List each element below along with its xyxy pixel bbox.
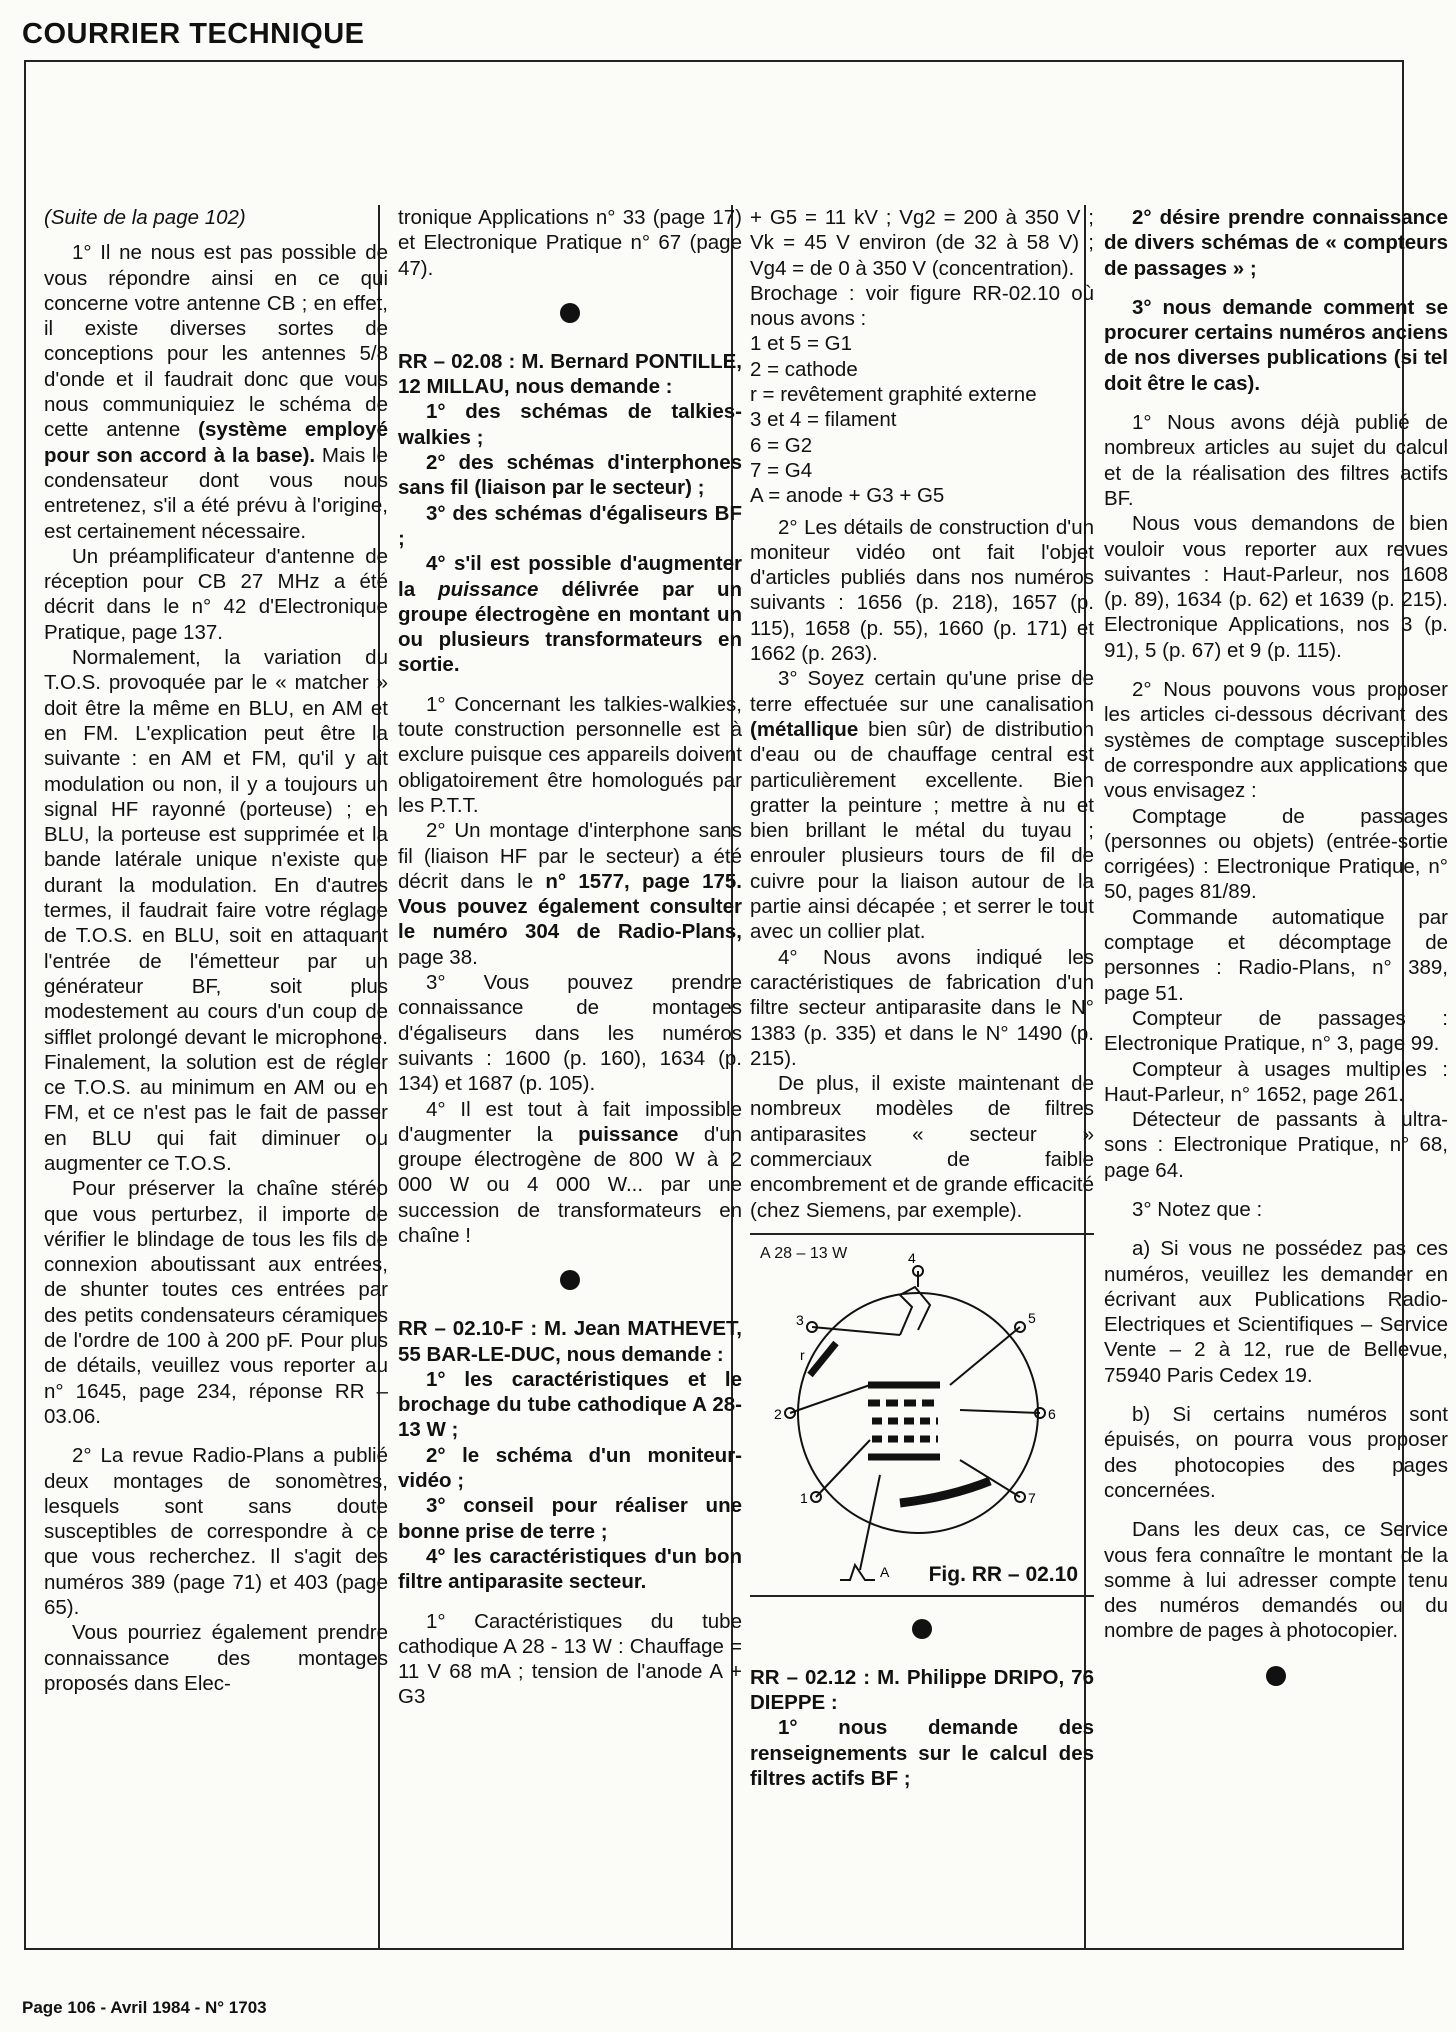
- tube-diagram: [750, 1235, 1094, 1595]
- text-bold: puissance: [578, 1122, 679, 1146]
- paragraph: 2° Les détails de construction d'un moniteur vidéo ont fait l'objet d'articles publiés dans nos numéros suivants : 1656 (p. 218), 1657 (p. 115), 1658 (p. 55), 1660 (p. 171) et 1662 (p. 263).: [750, 515, 1094, 666]
- g2-lead: [960, 1410, 1040, 1413]
- question-item: 2° désire prendre connaissance de divers schémas de « compteurs de passages » ;: [1104, 206, 1448, 280]
- paragraph: 3° Vous pouvez prendre connaissance de montages d'égaliseurs dans les numéros suivants : 1600 (p. 160), 1634 (p. 134) et 1687 (p. 105).: [398, 971, 742, 1096]
- paragraph: 1° Concernant les talkies-walkies, toute construction personnelle est à exclure puisque ces appareils doivent obligatoirement être homologués par les P.T.T.: [398, 692, 742, 817]
- list-item: Compteur à usages multiples : Haut-Parleur, n° 1652, page 261.: [1104, 1057, 1448, 1106]
- question-item: 2° des schémas d'interphones sans fil (liaison par le secteur) ;: [398, 451, 742, 500]
- cathode-lead: [790, 1385, 870, 1413]
- pin-label: 1: [800, 1489, 808, 1506]
- tube-pinout-figure: [750, 1233, 1094, 1597]
- text: 4° s'il est possible d'augmenter la: [398, 552, 742, 601]
- paragraph: 2° La revue Radio-Plans a publié deux montages de sonomètres, lesquels sont sans doute susceptibles de correspondre à ce que vous recherchez. Il s'agit des numéros 389 (page 71) et 403 (page 65).: [44, 1444, 388, 1620]
- pin-line: 3 et 4 = filament: [750, 408, 897, 432]
- paragraph: 1° Caractéristiques du tube cathodique A 28 - 13 W : Chauffage = 11 V 68 mA ; tension de l'anode A + G3: [398, 1609, 742, 1709]
- section-header: COURRIER TECHNIQUE: [22, 18, 365, 50]
- pin-line: 2 = cathode: [750, 357, 858, 381]
- pin-line: 7 = G4: [750, 458, 813, 482]
- pin-line: 6 = G2: [750, 433, 813, 457]
- pin-label: 5: [1028, 1309, 1036, 1326]
- figure-tag: A 28 – 13 W: [760, 1244, 848, 1262]
- pin-label: 6: [1048, 1405, 1056, 1422]
- text: 3° Soyez certain qu'une prise de terre effectuée sur une canalisation: [750, 667, 1094, 716]
- list-item: Détecteur de passants à ultra-sons : Electronique Pratique, n° 68, page 64.: [1104, 1108, 1448, 1182]
- pin-line: A = anode + G3 + G5: [750, 484, 945, 508]
- pin-label: A: [880, 1563, 890, 1580]
- list-item: Compteur de passages : Electronique Pratique, n° 3, page 99.: [1104, 1006, 1448, 1056]
- section-bullet: [560, 1270, 580, 1290]
- column-4: [1104, 205, 1448, 1712]
- question-title: RR – 02.08 : M. Bernard PONTILLE, 12 MILLAU, nous demande :: [398, 349, 742, 399]
- question-item: 2° le schéma d'un moniteur-vidéo ;: [398, 1443, 742, 1493]
- question-item: 3° des schémas d'égaliseurs BF ;: [398, 501, 742, 550]
- continued-note: (Suite de la page 102): [44, 206, 246, 229]
- column-3: [750, 205, 1094, 1791]
- question-item: 1° nous demande des renseignements sur le calcul des filtres actifs BF ;: [750, 1716, 1094, 1791]
- paragraph: Pour préserver la chaîne stéréo que vous perturbez, il importe de vérifier le blindage de tous les fils de connexion aboutissant aux entrées, de shunter toutes ces entrées par des petits condensateurs céramiques de l'ordre de 100 à 200 pF. Pour plus de détails, veuillez vous reporter au n° 1645, page 234, réponse RR – 03.06.: [44, 1177, 388, 1428]
- g1-lead: [950, 1327, 1020, 1385]
- anode-connector: [840, 1565, 875, 1580]
- paragraph: tronique Applications n° 33 (page 17) et Electronique Pratique n° 67 (page 47).: [398, 206, 742, 280]
- paragraph: Brochage : voir figure RR-02.10 où nous avons :: [750, 281, 1094, 331]
- pin-line: 1 et 5 = G1: [750, 332, 852, 356]
- paragraph: 1° Nous avons déjà publié de nombreux articles au sujet du calcul et de la réalisation des filtres actifs BF.: [1104, 411, 1448, 510]
- paragraph: [44, 240, 388, 544]
- paragraph: Normalement, la variation du T.O.S. provoquée par le « matcher » doit être la même en BLU, en AM et en FM. L'explication peut être la suivante : en AM et FM, qu'il y ait modulation ou non, il y a toujours un signal HF rayonné (porteuse) ; en BLU, la porteuse est supprimée et la bande latérale unique n'existe que durant la modulation. En d'autres termes, il faudrait faire votre réglage de T.O.S. en BLU, soit en attaquant l'entrée de l'émetteur par un générateur BF, soit plus modestement au cours d'un coup de sifflet prolongé devant le microphone. Finalement, la solution est de régler ce T.O.S. au minimum en AM ou en FM, et ce n'est pas le fait de passer en BLU qui fait diminuer ou augmenter ce T.O.S.: [44, 646, 388, 1175]
- question-item: 1° les caractéristiques et le brochage du tube cathodique A 28-13 W ;: [398, 1367, 742, 1442]
- paragraph: Vous pourriez également prendre connaissance des montages proposés dans Elec-: [44, 1621, 388, 1695]
- list-item: Comptage de passages (personnes ou objets) (entrée-sortie corrigées) : Electronique Pratique, n° 50, pages 81/89.: [1104, 804, 1448, 904]
- paragraph: [750, 666, 1094, 944]
- text-bold: (métallique: [750, 717, 859, 741]
- paragraph: Un préamplificateur d'antenne de réception pour CB 27 MHz a été décrit dans le n° 42 d'Electronique Pratique, page 137.: [44, 544, 388, 644]
- question-title: RR – 02.12 : M. Philippe DRIPO, 76 DIEPPE :: [750, 1665, 1094, 1715]
- section-bullet: [912, 1619, 932, 1639]
- question-item: 1° des schémas de talkies-walkies ;: [398, 400, 742, 449]
- list-item: Commande automatique par comptage et décomptage de personnes : Radio-Plans, n° 389, page 51.: [1104, 905, 1448, 1005]
- text-bold: n° 1577, page 175. Vous pouvez également consulter le numéro 304 de Radio-Plans,: [398, 869, 742, 944]
- question-item: 4° les caractéristiques d'un bon filtre antiparasite secteur.: [398, 1544, 742, 1594]
- text: page 38.: [398, 945, 478, 969]
- anode-lead: [860, 1475, 880, 1570]
- paragraph: [398, 818, 742, 970]
- paragraph: + G5 = 11 kV ; Vg2 = 200 à 350 V ; Vk = 45 V environ (de 32 à 58 V) ; Vg4 = de 0 à 350 V (concentration).: [750, 206, 1094, 280]
- paragraph: a) Si vous ne possédez pas ces numéros, veuillez les demander en écrivant aux Publications Radio-Electriques et Scientifiques – Service Vente – 2 à 12, rue de Bellevue, 75940 Paris Cedex 19.: [1104, 1237, 1448, 1387]
- text-bold: (système employé pour son accord à la base).: [44, 418, 388, 467]
- figure-caption: Fig. RR – 02.10: [928, 1562, 1078, 1586]
- page-footer: Page 106 - Avril 1984 - N° 1703: [22, 1998, 267, 2017]
- text: Mais le condensateur dont vous nous entretenez, s'il a été prévu à l'origine, est certainement nécessaire.: [44, 443, 388, 543]
- text-italic: puissance: [438, 577, 539, 601]
- paragraph: 4° Nous avons indiqué les caractéristiques de fabrication d'un filtre secteur antiparasite dans le N° 1383 (p. 335) et dans le N° 1490 (p. 215).: [750, 945, 1094, 1070]
- text: 4° Il est tout à fait impossible d'augmenter la: [398, 1097, 742, 1146]
- text: délivrée par un groupe électrogène en montant un ou plusieurs transformateurs en sortie.: [398, 577, 742, 677]
- text: bien sûr) de distribution d'eau ou de chauffage central est particulièrement excellente. Bien gratter la peinture ; mettre à nu et bien brillant le métal du tuyau ; enrouler plusieurs tours de fil de cuivre pour la liaison autour de la partie ainsi décapée ; et serrer le tout avec un collier plat.: [750, 717, 1094, 944]
- screen-arc: [900, 1481, 990, 1503]
- paragraph: Nous vous demandons de bien vouloir vous reporter aux revues suivantes : Haut-Parleur, nos 1608 (p. 89), 1634 (p. 62) et 1639 (p. 215). Electronique Applications, nos 3 (p. 91), 5 (p. 67) et 9 (p. 115).: [1104, 512, 1448, 662]
- pin3-lead: [812, 1327, 900, 1335]
- pin-label: 2: [774, 1405, 782, 1422]
- section-bullet: [560, 303, 580, 323]
- paragraph: De plus, il existe maintenant de nombreux modèles de filtres antiparasites « secteur » commerciaux de faible encombrement et de grande efficacité (chez Siemens, par exemple).: [750, 1072, 1094, 1222]
- text: 1° Il ne nous est pas possible de vous répondre ainsi en ce qui concerne votre antenne CB ; en effet, il existe diverses sortes de conceptions pour les antennes 5/8 d'onde et il faudrait donc que vous nous communiquiez le schéma de cette antenne: [44, 241, 388, 442]
- electrode-stack: [868, 1385, 940, 1457]
- text: d'un groupe électrogène de 800 W à 2 000 W ou 4 000 W... par une succession de transformateurs en chaîne !: [398, 1122, 742, 1247]
- question-item: [398, 551, 742, 677]
- pin-label: 3: [796, 1311, 804, 1328]
- g1b-lead: [816, 1440, 870, 1497]
- question-item: 3° nous demande comment se procurer certains numéros anciens de nos diverses publications (si tel doit être le cas).: [1104, 295, 1448, 395]
- graphite-coating: [810, 1343, 836, 1375]
- pin-label: 7: [1028, 1489, 1036, 1506]
- paragraph: 3° Notez que :: [1132, 1197, 1263, 1221]
- paragraph: [398, 1097, 742, 1249]
- text: 2° Un montage d'interphone sans fil (liaison HF par le secteur) a été décrit dans le: [398, 819, 742, 893]
- question-title: RR – 02.10-F : M. Jean MATHEVET, 55 BAR-LE-DUC, nous demande :: [398, 1317, 742, 1366]
- pin-label: 4: [908, 1249, 916, 1266]
- section-bullet: [1266, 1666, 1286, 1686]
- paragraph: b) Si certains numéros sont épuisés, on pourra vous proposer des photocopies des pages concernées.: [1104, 1403, 1448, 1502]
- paragraph: Dans les deux cas, ce Service vous fera connaître le montant de la somme à lui adresser compte tenu des numéros demandés ou du nombre de pages à photocopier.: [1104, 1518, 1448, 1643]
- pin-label: r: [800, 1346, 805, 1363]
- question-item: 3° conseil pour réaliser une bonne prise de terre ;: [398, 1494, 742, 1543]
- column-2: [398, 205, 742, 1710]
- paragraph: 2° Nous pouvons vous proposer les articles ci-dessous décrivant des systèmes de comptage susceptibles de correspondre aux applications que vous envisagez :: [1104, 678, 1448, 803]
- column-1: [44, 205, 388, 1696]
- pin-line: r = revêtement graphité externe: [750, 383, 1037, 407]
